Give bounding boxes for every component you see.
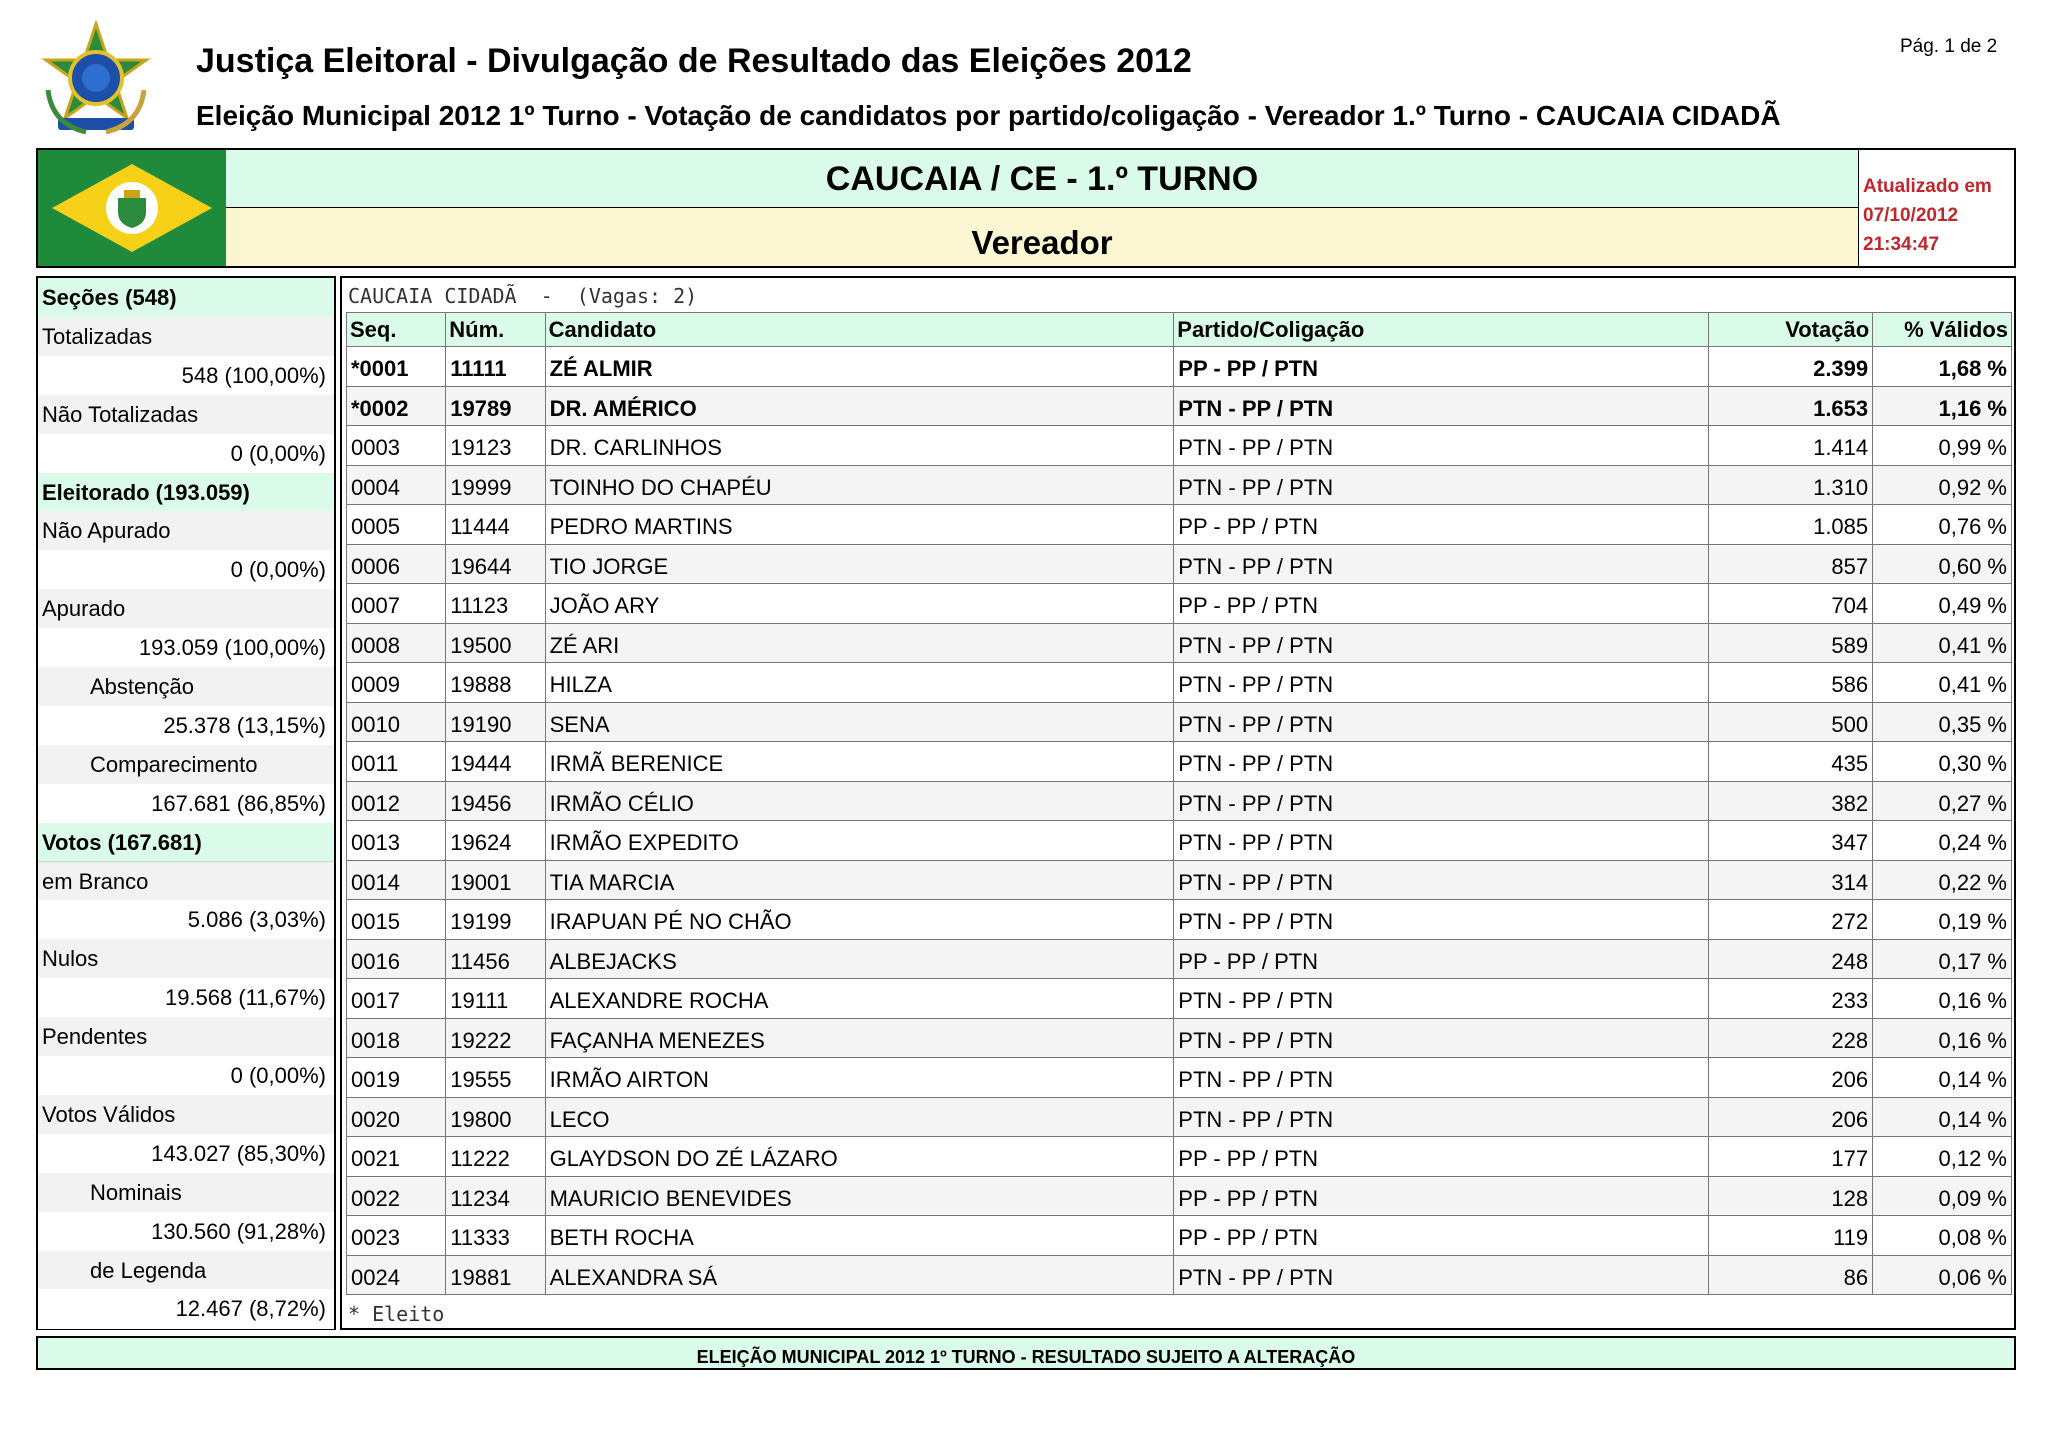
cell-candidate: ZÉ ARI [545, 623, 1174, 663]
cell-candidate: JOÃO ARY [545, 584, 1174, 624]
summary-label: de Legenda [38, 1251, 334, 1291]
cell-seq: 0018 [347, 1018, 446, 1058]
results-panel [340, 276, 2016, 1330]
cell-num: 11111 [446, 347, 545, 387]
summary-value: 19.568 (11,67%) [38, 978, 334, 1018]
cell-seq: 0014 [347, 860, 446, 900]
cell-votes: 1.085 [1708, 505, 1872, 545]
table-row [347, 1058, 2012, 1098]
cell-seq: 0022 [347, 1176, 446, 1216]
cell-candidate: IRMÃO CÉLIO [545, 781, 1174, 821]
cell-votes: 248 [1708, 939, 1872, 979]
cell-party: PTN - PP / PTN [1174, 544, 1708, 584]
cell-seq: 0009 [347, 663, 446, 703]
cell-party: PTN - PP / PTN [1174, 1018, 1708, 1058]
summary-label: Nominais [38, 1173, 334, 1213]
page-subtitle: Eleição Municipal 2012 1º Turno - Votação de candidatos por partido/coligação - Vereador 1.º Turno - CAUCAIA CIDADÃ [196, 100, 1781, 131]
summary-value: 0 (0,00%) [38, 550, 334, 590]
cell-num: 19644 [446, 544, 545, 584]
cell-party: PP - PP / PTN [1174, 505, 1708, 545]
cell-party: PTN - PP / PTN [1174, 1255, 1708, 1295]
table-row [347, 1018, 2012, 1058]
cell-candidate: TOINHO DO CHAPÉU [545, 465, 1174, 505]
cell-seq: 0019 [347, 1058, 446, 1098]
col-seq-header: Seq. [347, 313, 446, 347]
summary-value: 143.027 (85,30%) [38, 1134, 334, 1174]
cell-votes: 86 [1708, 1255, 1872, 1295]
table-row [347, 544, 2012, 584]
col-num-header: Núm. [446, 313, 545, 347]
cell-seq: 0023 [347, 1216, 446, 1256]
table-row [347, 979, 2012, 1019]
cell-party: PTN - PP / PTN [1174, 426, 1708, 466]
table-row [347, 663, 2012, 703]
summary-heading: Seções (548) [38, 278, 334, 318]
summary-heading: Eleitorado (193.059) [38, 473, 334, 513]
cell-pct: 0,08 % [1873, 1216, 2012, 1256]
cell-party: PTN - PP / PTN [1174, 386, 1708, 426]
cell-num: 19001 [446, 860, 545, 900]
cell-candidate: DR. CARLINHOS [545, 426, 1174, 466]
cell-pct: 0,60 % [1873, 544, 2012, 584]
cell-seq: 0016 [347, 939, 446, 979]
cell-num: 19456 [446, 781, 545, 821]
cell-seq: 0017 [347, 979, 446, 1019]
col-pct-header: % Válidos [1873, 313, 2012, 347]
cell-seq: 0006 [347, 544, 446, 584]
cell-pct: 0,06 % [1873, 1255, 2012, 1295]
cell-votes: 586 [1708, 663, 1872, 703]
cell-pct: 0,19 % [1873, 900, 2012, 940]
cell-party: PP - PP / PTN [1174, 347, 1708, 387]
cell-candidate: ALBEJACKS [545, 939, 1174, 979]
summary-label: Nulos [38, 939, 334, 979]
cell-num: 19190 [446, 702, 545, 742]
cell-party: PTN - PP / PTN [1174, 979, 1708, 1019]
cell-party: PP - PP / PTN [1174, 939, 1708, 979]
brazil-coat-of-arms-icon [34, 20, 158, 144]
cell-seq: *0002 [347, 386, 446, 426]
table-row [347, 702, 2012, 742]
results-table [346, 312, 2012, 1295]
cell-num: 19624 [446, 821, 545, 861]
cell-pct: 0,14 % [1873, 1058, 2012, 1098]
elected-note: * Eleito [348, 1302, 445, 1326]
cell-pct: 1,16 % [1873, 386, 2012, 426]
results-banner [36, 148, 2016, 268]
summary-label: Pendentes [38, 1017, 334, 1057]
cell-pct: 0,24 % [1873, 821, 2012, 861]
cell-seq: 0008 [347, 623, 446, 663]
cell-party: PP - PP / PTN [1174, 584, 1708, 624]
cell-num: 19789 [446, 386, 545, 426]
summary-panel [36, 276, 336, 1330]
table-row [347, 1097, 2012, 1137]
summary-label: Não Totalizadas [38, 395, 334, 435]
cell-num: 11222 [446, 1137, 545, 1177]
summary-label: Apurado [38, 589, 334, 629]
cell-seq: 0012 [347, 781, 446, 821]
summary-value: 0 (0,00%) [38, 1056, 334, 1096]
summary-label: Comparecimento [38, 745, 334, 785]
cell-party: PTN - PP / PTN [1174, 465, 1708, 505]
cell-votes: 1.653 [1708, 386, 1872, 426]
cell-party: PTN - PP / PTN [1174, 1097, 1708, 1137]
cell-num: 11234 [446, 1176, 545, 1216]
cell-num: 19199 [446, 900, 545, 940]
cell-pct: 0,35 % [1873, 702, 2012, 742]
cell-party: PTN - PP / PTN [1174, 821, 1708, 861]
page-title: Justiça Eleitoral - Divulgação de Resultado das Eleições 2012 [196, 42, 1192, 80]
cell-candidate: PEDRO MARTINS [545, 505, 1174, 545]
cell-seq: 0020 [347, 1097, 446, 1137]
cell-num: 19123 [446, 426, 545, 466]
cell-num: 11123 [446, 584, 545, 624]
summary-label: Abstenção [38, 667, 334, 707]
cell-candidate: MAURICIO BENEVIDES [545, 1176, 1174, 1216]
table-row [347, 426, 2012, 466]
cell-candidate: ZÉ ALMIR [545, 347, 1174, 387]
cell-candidate: IRMÃ BERENICE [545, 742, 1174, 782]
cell-candidate: IRMÃO EXPEDITO [545, 821, 1174, 861]
cell-seq: 0005 [347, 505, 446, 545]
cell-pct: 0,16 % [1873, 979, 2012, 1019]
cell-votes: 1.310 [1708, 465, 1872, 505]
cell-pct: 0,30 % [1873, 742, 2012, 782]
footer-notice: ELEIÇÃO MUNICIPAL 2012 1º TURNO - RESULTADO SUJEITO A ALTERAÇÃO [36, 1336, 2016, 1370]
cell-votes: 589 [1708, 623, 1872, 663]
cell-pct: 0,27 % [1873, 781, 2012, 821]
cell-votes: 857 [1708, 544, 1872, 584]
cell-candidate: IRMÃO AIRTON [545, 1058, 1174, 1098]
cell-seq: 0021 [347, 1137, 446, 1177]
cell-party: PTN - PP / PTN [1174, 1058, 1708, 1098]
cell-pct: 0,22 % [1873, 860, 2012, 900]
cell-pct: 0,14 % [1873, 1097, 2012, 1137]
cell-candidate: ALEXANDRE ROCHA [545, 979, 1174, 1019]
cell-seq: 0010 [347, 702, 446, 742]
table-row [347, 584, 2012, 624]
summary-value: 167.681 (86,85%) [38, 784, 334, 824]
cell-candidate: BETH ROCHA [545, 1216, 1174, 1256]
cell-seq: *0001 [347, 347, 446, 387]
cell-party: PTN - PP / PTN [1174, 623, 1708, 663]
table-row [347, 465, 2012, 505]
updated-label: Atualizado em [1863, 176, 1992, 197]
summary-label: Não Apurado [38, 511, 334, 551]
cell-pct: 0,17 % [1873, 939, 2012, 979]
table-row [347, 1137, 2012, 1177]
summary-value: 0 (0,00%) [38, 434, 334, 474]
table-row [347, 781, 2012, 821]
table-row [347, 386, 2012, 426]
cell-party: PTN - PP / PTN [1174, 900, 1708, 940]
cell-pct: 0,99 % [1873, 426, 2012, 466]
cell-votes: 500 [1708, 702, 1872, 742]
cell-num: 11444 [446, 505, 545, 545]
table-row [347, 1176, 2012, 1216]
cell-num: 19800 [446, 1097, 545, 1137]
cell-seq: 0015 [347, 900, 446, 940]
cell-party: PTN - PP / PTN [1174, 702, 1708, 742]
col-party-header: Partido/Coligação [1174, 313, 1708, 347]
cell-pct: 0,92 % [1873, 465, 2012, 505]
summary-value: 5.086 (3,03%) [38, 900, 334, 940]
cell-party: PTN - PP / PTN [1174, 742, 1708, 782]
summary-value: 548 (100,00%) [38, 356, 334, 396]
cell-pct: 0,16 % [1873, 1018, 2012, 1058]
cell-votes: 228 [1708, 1018, 1872, 1058]
cell-party: PP - PP / PTN [1174, 1176, 1708, 1216]
cell-votes: 347 [1708, 821, 1872, 861]
table-row [347, 505, 2012, 545]
cell-votes: 206 [1708, 1097, 1872, 1137]
cell-votes: 233 [1708, 979, 1872, 1019]
cell-votes: 119 [1708, 1216, 1872, 1256]
table-row [347, 939, 2012, 979]
table-row [347, 1255, 2012, 1295]
cell-votes: 272 [1708, 900, 1872, 940]
table-row [347, 860, 2012, 900]
summary-label: Votos Válidos [38, 1095, 334, 1135]
cell-num: 19500 [446, 623, 545, 663]
cell-candidate: DR. AMÉRICO [545, 386, 1174, 426]
col-votes-header: Votação [1708, 313, 1872, 347]
cell-party: PTN - PP / PTN [1174, 781, 1708, 821]
cell-seq: 0011 [347, 742, 446, 782]
cell-seq: 0024 [347, 1255, 446, 1295]
cell-candidate: LECO [545, 1097, 1174, 1137]
cell-votes: 1.414 [1708, 426, 1872, 466]
cell-votes: 435 [1708, 742, 1872, 782]
cell-party: PTN - PP / PTN [1174, 860, 1708, 900]
cell-candidate: TIO JORGE [545, 544, 1174, 584]
cell-pct: 0,41 % [1873, 663, 2012, 703]
updated-date: 07/10/2012 [1863, 205, 1959, 226]
cell-candidate: GLAYDSON DO ZÉ LÁZARO [545, 1137, 1174, 1177]
updated-time: 21:34:47 [1863, 234, 1940, 255]
cell-candidate: HILZA [545, 663, 1174, 703]
summary-value: 130.560 (91,28%) [38, 1212, 334, 1252]
cell-num: 19555 [446, 1058, 545, 1098]
table-row [347, 900, 2012, 940]
table-row [347, 821, 2012, 861]
table-header-row [347, 313, 2012, 347]
cell-seq: 0003 [347, 426, 446, 466]
cell-votes: 177 [1708, 1137, 1872, 1177]
table-row [347, 347, 2012, 387]
cell-seq: 0004 [347, 465, 446, 505]
page-number: Pág. 1 de 2 [1900, 36, 1998, 57]
ceara-state-flag-icon [38, 150, 226, 266]
cell-votes: 2.399 [1708, 347, 1872, 387]
summary-value: 193.059 (100,00%) [38, 628, 334, 668]
cell-num: 11333 [446, 1216, 545, 1256]
cell-votes: 314 [1708, 860, 1872, 900]
cell-num: 19999 [446, 465, 545, 505]
cell-pct: 1,68 % [1873, 347, 2012, 387]
cell-candidate: IRAPUAN PÉ NO CHÃO [545, 900, 1174, 940]
cell-pct: 0,76 % [1873, 505, 2012, 545]
cell-party: PP - PP / PTN [1174, 1137, 1708, 1177]
cell-pct: 0,49 % [1873, 584, 2012, 624]
cell-party: PTN - PP / PTN [1174, 663, 1708, 703]
cell-pct: 0,09 % [1873, 1176, 2012, 1216]
summary-label: em Branco [38, 862, 334, 902]
summary-label: Totalizadas [38, 317, 334, 357]
cell-votes: 206 [1708, 1058, 1872, 1098]
table-row [347, 623, 2012, 663]
banner-office: Vereador [226, 208, 1858, 266]
cell-seq: 0013 [347, 821, 446, 861]
cell-votes: 704 [1708, 584, 1872, 624]
cell-candidate: SENA [545, 702, 1174, 742]
cell-votes: 382 [1708, 781, 1872, 821]
updated-info [1858, 150, 2014, 266]
cell-num: 19881 [446, 1255, 545, 1295]
cell-num: 19888 [446, 663, 545, 703]
col-candidate-header: Candidato [545, 313, 1174, 347]
summary-value: 12.467 (8,72%) [38, 1289, 334, 1329]
summary-heading: Votos (167.681) [38, 823, 334, 863]
cell-pct: 0,41 % [1873, 623, 2012, 663]
cell-votes: 128 [1708, 1176, 1872, 1216]
cell-seq: 0007 [347, 584, 446, 624]
party-line: CAUCAIA CIDADÃ - (Vagas: 2) [348, 284, 698, 308]
cell-num: 19222 [446, 1018, 545, 1058]
cell-candidate: ALEXANDRA SÁ [545, 1255, 1174, 1295]
cell-candidate: TIA MARCIA [545, 860, 1174, 900]
cell-candidate: FAÇANHA MENEZES [545, 1018, 1174, 1058]
cell-num: 19111 [446, 979, 545, 1019]
summary-value: 25.378 (13,15%) [38, 706, 334, 746]
cell-party: PP - PP / PTN [1174, 1216, 1708, 1256]
table-row [347, 742, 2012, 782]
banner-place: CAUCAIA / CE - 1.º TURNO [226, 150, 1858, 208]
cell-num: 11456 [446, 939, 545, 979]
cell-num: 19444 [446, 742, 545, 782]
cell-pct: 0,12 % [1873, 1137, 2012, 1177]
table-row [347, 1216, 2012, 1256]
